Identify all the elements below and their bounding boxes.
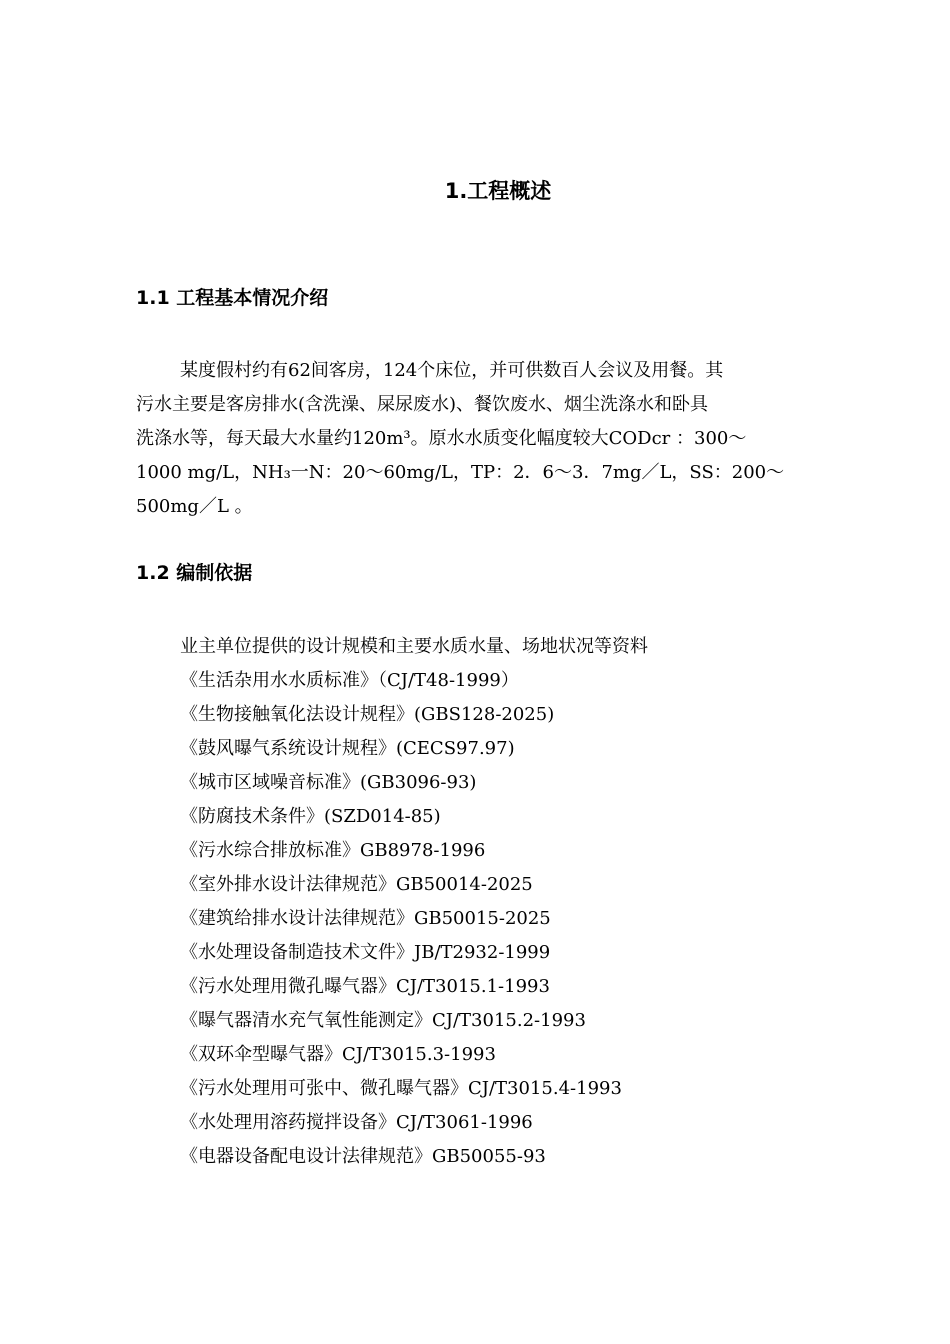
reference-item: 《城市区域噪音标准》(GB3096-93) xyxy=(180,772,477,793)
reference-item: 《生活杂用水水质标准》（CJ/T48-1999） xyxy=(180,670,519,691)
reference-item: 《室外排水设计法律规范》GB50014-2025 xyxy=(180,874,533,895)
paragraph-line: 污水主要是客房排水(含洗澡、屎尿废水)、餐饮废水、烟尘洗涤水和卧具 xyxy=(136,394,709,415)
reference-item: 《建筑给排水设计法律规范》GB50015-2025 xyxy=(180,908,551,929)
section-1-1-paragraph xyxy=(136,354,856,524)
paragraph-line: 1000 mg/L，NH₃一N：20～60mg/L，TP：2．6～3．7mg／L，SS：200～ xyxy=(136,462,785,483)
reference-item: 《水处理用溶药搅拌设备》CJ/T3061-1996 xyxy=(180,1112,533,1133)
reference-item: 业主单位提供的设计规模和主要水质水量、场地状况等资料 xyxy=(180,636,648,657)
paragraph-line: 洗涤水等，每天最大水量约120m³。原水水质变化幅度较大CODcr ：300～ xyxy=(136,428,747,449)
section-heading-1-1: 1.1 工程基本情况介绍 xyxy=(136,287,329,309)
reference-item: 《曝气器清水充气氧性能测定》CJ/T3015.2-1993 xyxy=(180,1010,586,1031)
reference-item: 《生物接触氧化法设计规程》(GBS128-2025) xyxy=(180,704,555,725)
reference-item: 《污水综合排放标准》GB8978-1996 xyxy=(180,840,486,861)
paragraph-line: 某度假村约有62间客房，124个床位，并可供数百人会议及用餐。其 xyxy=(180,360,724,381)
reference-item: 《电器设备配电设计法律规范》GB50055-93 xyxy=(180,1146,546,1167)
reference-list xyxy=(180,630,648,1174)
reference-item: 《污水处理用可张中、微孔曝气器》CJ/T3015.4-1993 xyxy=(180,1078,622,1099)
reference-item: 《水处理设备制造技术文件》JB/T2932-1999 xyxy=(180,942,551,963)
section-heading-1-2: 1.2 编制依据 xyxy=(136,562,253,584)
paragraph-line: 500mg／L 。 xyxy=(136,496,253,517)
reference-item: 《双环伞型曝气器》CJ/T3015.3-1993 xyxy=(180,1044,496,1065)
page-title: 1.工程概述 xyxy=(444,179,552,203)
reference-item: 《防腐技术条件》(SZD014-85) xyxy=(180,806,441,827)
reference-item: 《鼓风曝气系统设计规程》(CECS97.97) xyxy=(180,738,515,759)
reference-item: 《污水处理用微孔曝气器》CJ/T3015.1-1993 xyxy=(180,976,550,997)
